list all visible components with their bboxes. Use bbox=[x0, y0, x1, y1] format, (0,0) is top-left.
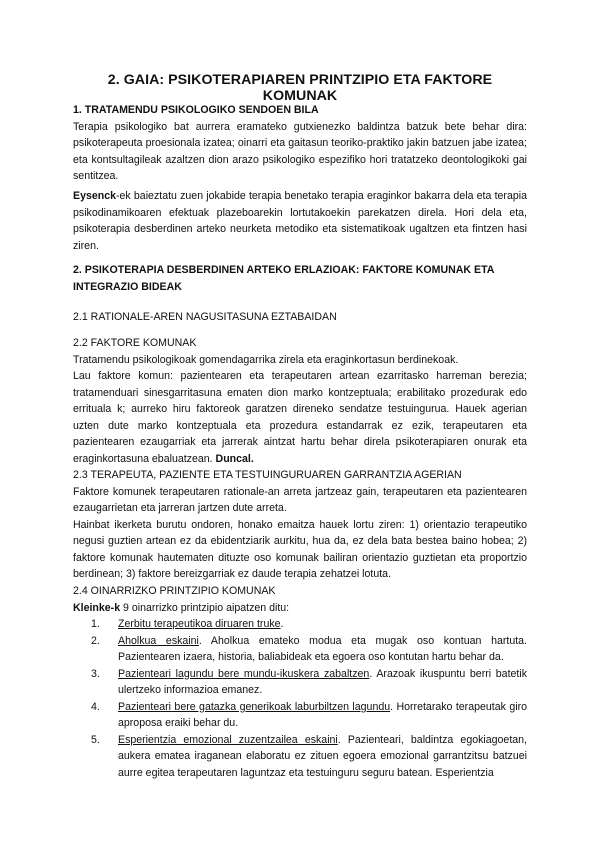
section-2-4-heading: 2.4 OINARRIZKO PRINTZIPIO KOMUNAK bbox=[73, 585, 276, 597]
list-item: 4. Pazienteari bere gatazka generikoak laburbiltzen lagundu. Horretarako terapeutak giro aproposa eraiki behar du. bbox=[91, 700, 527, 729]
section-2-1 bbox=[73, 309, 527, 326]
list-item-text: . bbox=[280, 618, 284, 630]
section-2-2-paragraph-1: Tratamendu psikologikoak gomendagarrika zirela eta eraginkortasun berdinekoak. bbox=[73, 353, 459, 366]
section-2-4-intro: 9 oinarrizko printzipio aipatzen ditu: bbox=[120, 601, 290, 614]
section-2-4 bbox=[73, 583, 527, 781]
list-item-text: . Pazienteari, baldintza egokiagoetan, aukera ematea iraganean elaboratu ez zituen egoera emozional garrantzitsu batzuei aurre egitea terapeutaren laguntzaz eta testuinguru seguru batean. Esperientzia bbox=[118, 733, 527, 779]
section-1-heading: 1. TRATAMENDU PSIKOLOGIKO SENDOEN BILA bbox=[73, 104, 319, 116]
author-kleinke: Kleinke-k bbox=[73, 601, 121, 614]
principles-list bbox=[73, 616, 527, 781]
section-2-2 bbox=[73, 335, 527, 467]
list-item-title: Zerbitu terapeutikoa diruaren truke bbox=[118, 618, 281, 630]
list-item-title: Pazienteari bere gatazka generikoak laburbiltzen lagundu bbox=[118, 700, 391, 713]
section-1-paragraph-2 bbox=[73, 188, 527, 254]
section-2-2-heading: 2.2 FAKTORE KOMUNAK bbox=[73, 337, 197, 349]
list-item: 2. Aholkua eskaini. Aholkua emateko modua eta mugak oso kontuan hartuta. Pazientearen izaera, historia, baliabideak eta egoera oso kontutan hartu behar da. bbox=[91, 634, 527, 663]
reference-duncal: Duncal. bbox=[215, 452, 254, 465]
list-item: 1. Zerbitu terapeutikoa diruaren truke. bbox=[91, 618, 284, 630]
section-2-1-heading: 2.1 RATIONALE-AREN NAGUSITASUNA EZTABAIDAN bbox=[73, 311, 337, 323]
author-eysenck: Eysenck bbox=[73, 190, 116, 202]
section-2-heading-block bbox=[73, 262, 527, 295]
section-2-3 bbox=[73, 467, 527, 583]
list-item: 5. Esperientzia emozional zuzentzailea eskaini. Pazienteari, baldintza egokiagoetan, aukera ematea iraganean elaboratu ez zituen egoera emozional garrantzitsu batzuei aurre egitea terapeutaren laguntzaz eta testuinguru seguru batean. Esperientzia bbox=[91, 733, 527, 779]
section-1-paragraph-1: Terapia psikologiko bat aurrera eramateko gutxienezko baldintza batzuk bete behar dira: psikoterapeuta proesionala izatea; oinarri eta gaitasun teoriko-praktiko jakin batzuen jabe izatea; eta kontsultagileak azaltzen dion arazo psikologiko espezifiko hori tratatzeko deontologikoki gai sentitzea. bbox=[73, 120, 527, 182]
list-item-title: Aholkua eskaini bbox=[118, 634, 199, 647]
list-item-text: . Arazoak ikuspuntu berri batetik ulertzeko informazioa emanez. bbox=[118, 667, 527, 696]
list-item-text: . Aholkua emateko modua eta mugak oso kontuan hartuta. Pazientearen izaera, historia, baliabideak eta egoera oso kontutan hartu behar da. bbox=[118, 634, 527, 663]
list-item: 3. Pazienteari lagundu bere mundu-ikuskera zabaltzen. Arazoak ikuspuntu berri batetik ulertzeko informazioa emanez. bbox=[91, 667, 527, 696]
section-2-3-paragraph-1: Faktore komunek terapeutaren rationale-an arreta jartzeaz gain, terapeutaren eta pazientearen ezaugarrietan eta jarreran jartzen dute arreta. bbox=[73, 485, 527, 514]
section-2-2-paragraph-2: Lau faktore komun: pazientearen eta terapeutaren artean ezarritasko harreman berezia; tratamenduari sinesgarritasuna ematen dion marko kontzeptuala; erabilitako prozedurak edo errituala k; aurreko hiru faktoreok garatzen direneko sendatze testuingurua. Hauek agerian uzten dute marko kontzeptuala eta prozedura estandarrak ez ezik, terapeutaren eta pazientearen ezaugarriak eta jarrerak aintzat hartu behar direla psikoterapiaren onurak eta eraginkortasuna ebaluatzean. bbox=[73, 370, 527, 465]
section-1 bbox=[73, 102, 527, 185]
list-item-title: Pazienteari lagundu bere mundu-ikuskera zabaltzen bbox=[118, 667, 370, 680]
list-item-title: Esperientzia emozional zuzentzailea eskaini bbox=[118, 733, 338, 746]
section-1-paragraph-2-text: -ek baieztatu zuen jokabide terapia benetako terapia eraginkor bakarra dela eta terapia psikodinamikoaren efektuak plazeboarekin lortutakoekin parekatzen direla. Hori dela eta, psikoterapia desberdinen arteko neurketa metodiko eta sistematikoak ugaltzen eta fintzen hasi ziren. bbox=[73, 190, 527, 252]
section-2-heading: 2. PSIKOTERAPIA DESBERDINEN ARTEKO ERLAZIOAK: FAKTORE KOMUNAK ETA INTEGRAZIO BIDEAK bbox=[73, 264, 495, 293]
page-title: 2. GAIA: PSIKOTERAPIAREN PRINTZIPIO ETA FAKTORE KOMUNAK bbox=[107, 72, 493, 104]
section-2-3-heading: 2.3 TERAPEUTA, PAZIENTE ETA TESTUINGURUAREN GARRANTZIA AGERIAN bbox=[73, 469, 462, 481]
list-item-text: . Horretarako terapeutak giro aproposa eraiki behar du. bbox=[118, 700, 527, 729]
section-2-3-paragraph-2: Hainbat ikerketa burutu ondoren, honako emaitza hauek lortu ziren: 1) orientazio terapeutiko negusi guztien artean ez da ebidentziarik aurkitu, hua da, ez dela bata bestea baino hobea; 2) faktore komunak hautematen dituzte oso komunak bailiran orientazio guztietan eta proportzio berdinean; 3) faktore bereizgarriak ez daude terapia zehatzei lotuta. bbox=[73, 518, 527, 580]
